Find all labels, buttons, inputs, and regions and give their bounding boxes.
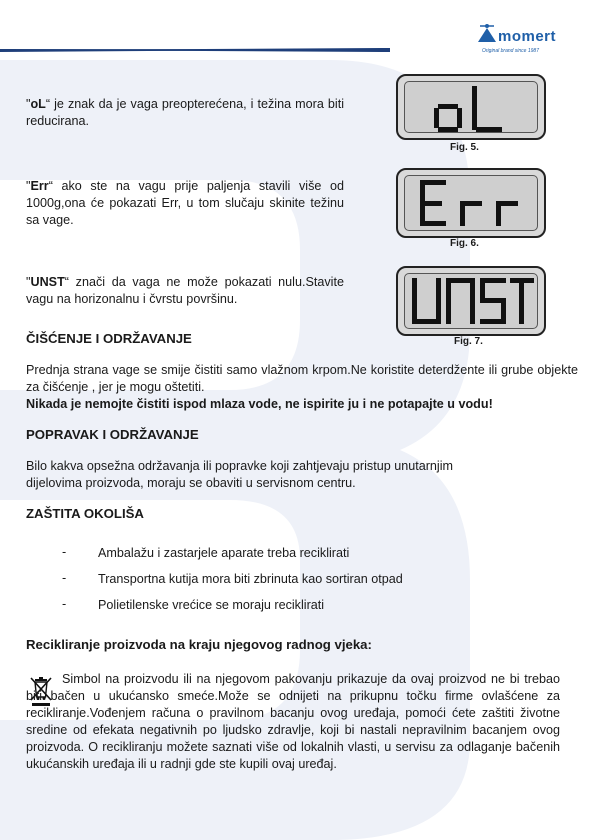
lcd-digits-ol	[398, 76, 544, 138]
cleaning-text: Prednja strana vage se smije čistiti samo vlažnom krpom.Ne koristite deterdžente ili grube objekte za čišćenje , jer je mogu oštetiti.	[26, 363, 578, 394]
recycling-heading: Recikliranje proizvoda na kraju njegovog radnog vjeka:	[26, 637, 372, 652]
lcd-digits-err	[398, 170, 544, 236]
cleaning-warning: Nikada je nemojte čistiti ispod mlaza vode, ne ispirite ju i ne potapajte u vodu!	[26, 397, 493, 411]
figure-6	[396, 168, 546, 248]
cleaning-heading: ČIŠĆENJE I ODRŽAVANJE	[26, 331, 192, 346]
quote-mark: "	[26, 275, 31, 289]
unst-text: “ znači da vaga ne može pokazati nulu.Stavite vagu na horizonalnu i čvrstu površinu.	[26, 275, 344, 306]
unst-code: UNST	[30, 275, 65, 289]
figure-caption: Fig. 5.	[450, 142, 479, 153]
lcd-display	[396, 266, 546, 336]
recycling-paragraph: Simbol na proizvodu ili na njegovom pakovanju prikazuje da ovaj proizvod ne bi trebao biti bačen u ukućansko smeće.Može se odnijeti na prikupnu točku firme ovlašćene za recikliranje.Vođenjem računa o pravilnom bacanju ovog uređaja, pomoći ćete zaštiti životne sredine od efekata negativnih po ljudsko zdravlje, koji bi nastali nepravilnim bacanjem ovog proizvoda. O recikliranju možete saznati više od lokalnih vlasti, u servisu za odlaganje bačenih ukućanskih uređaja ili u radnji gde ste kupili ovaj uređaj.	[26, 672, 560, 771]
list-item: Ambalažu i zastarjele aparate treba reciklirati	[98, 546, 350, 560]
list-bullet: -	[62, 571, 67, 585]
err-text: “ ako ste na vagu prije paljenja stavili više od 1000g,ona će pokazati Err, u tom slučaju skinite težinu sa vage.	[26, 179, 344, 227]
brand-name: momert	[498, 28, 557, 45]
unst-paragraph	[26, 274, 344, 308]
lcd-display	[396, 74, 546, 140]
figure-caption: Fig. 6.	[450, 238, 479, 249]
quote-mark: "	[26, 97, 31, 111]
list-bullet: -	[62, 597, 67, 611]
ol-text: “ je znak da je vaga preopterećena, i težina mora biti reducirana.	[26, 97, 344, 128]
err-code: Err	[30, 179, 49, 193]
figure-7	[396, 266, 546, 350]
brand-tagline: Original brand since 1987	[482, 48, 539, 54]
lcd-display	[396, 168, 546, 238]
ol-code: oL	[30, 97, 46, 111]
err-paragraph	[26, 178, 344, 229]
ol-paragraph	[26, 96, 344, 130]
list-bullet: -	[62, 545, 67, 559]
cleaning-paragraph	[26, 362, 578, 413]
repair-paragraph: Bilo kakva opsežna održavanja ili popravke koji zahtjevaju pristup unutarnjim dijelovima proizvoda, moraju se obaviti u servisnom centru.	[26, 459, 454, 490]
list-item: Polietilenske vrećice se moraju reciklirati	[98, 598, 325, 612]
figure-5	[396, 74, 546, 153]
repair-heading: POPRAVAK I ODRŽAVANJE	[26, 427, 199, 442]
list-item: Transportna kutija mora biti zbrinuta kao sortiran otpad	[98, 572, 403, 586]
environment-heading: ZAŠTITA OKOLIŠA	[26, 506, 144, 521]
quote-mark: "	[26, 179, 31, 193]
lcd-digits-unst	[398, 268, 544, 334]
figure-caption: Fig. 7.	[454, 336, 483, 347]
